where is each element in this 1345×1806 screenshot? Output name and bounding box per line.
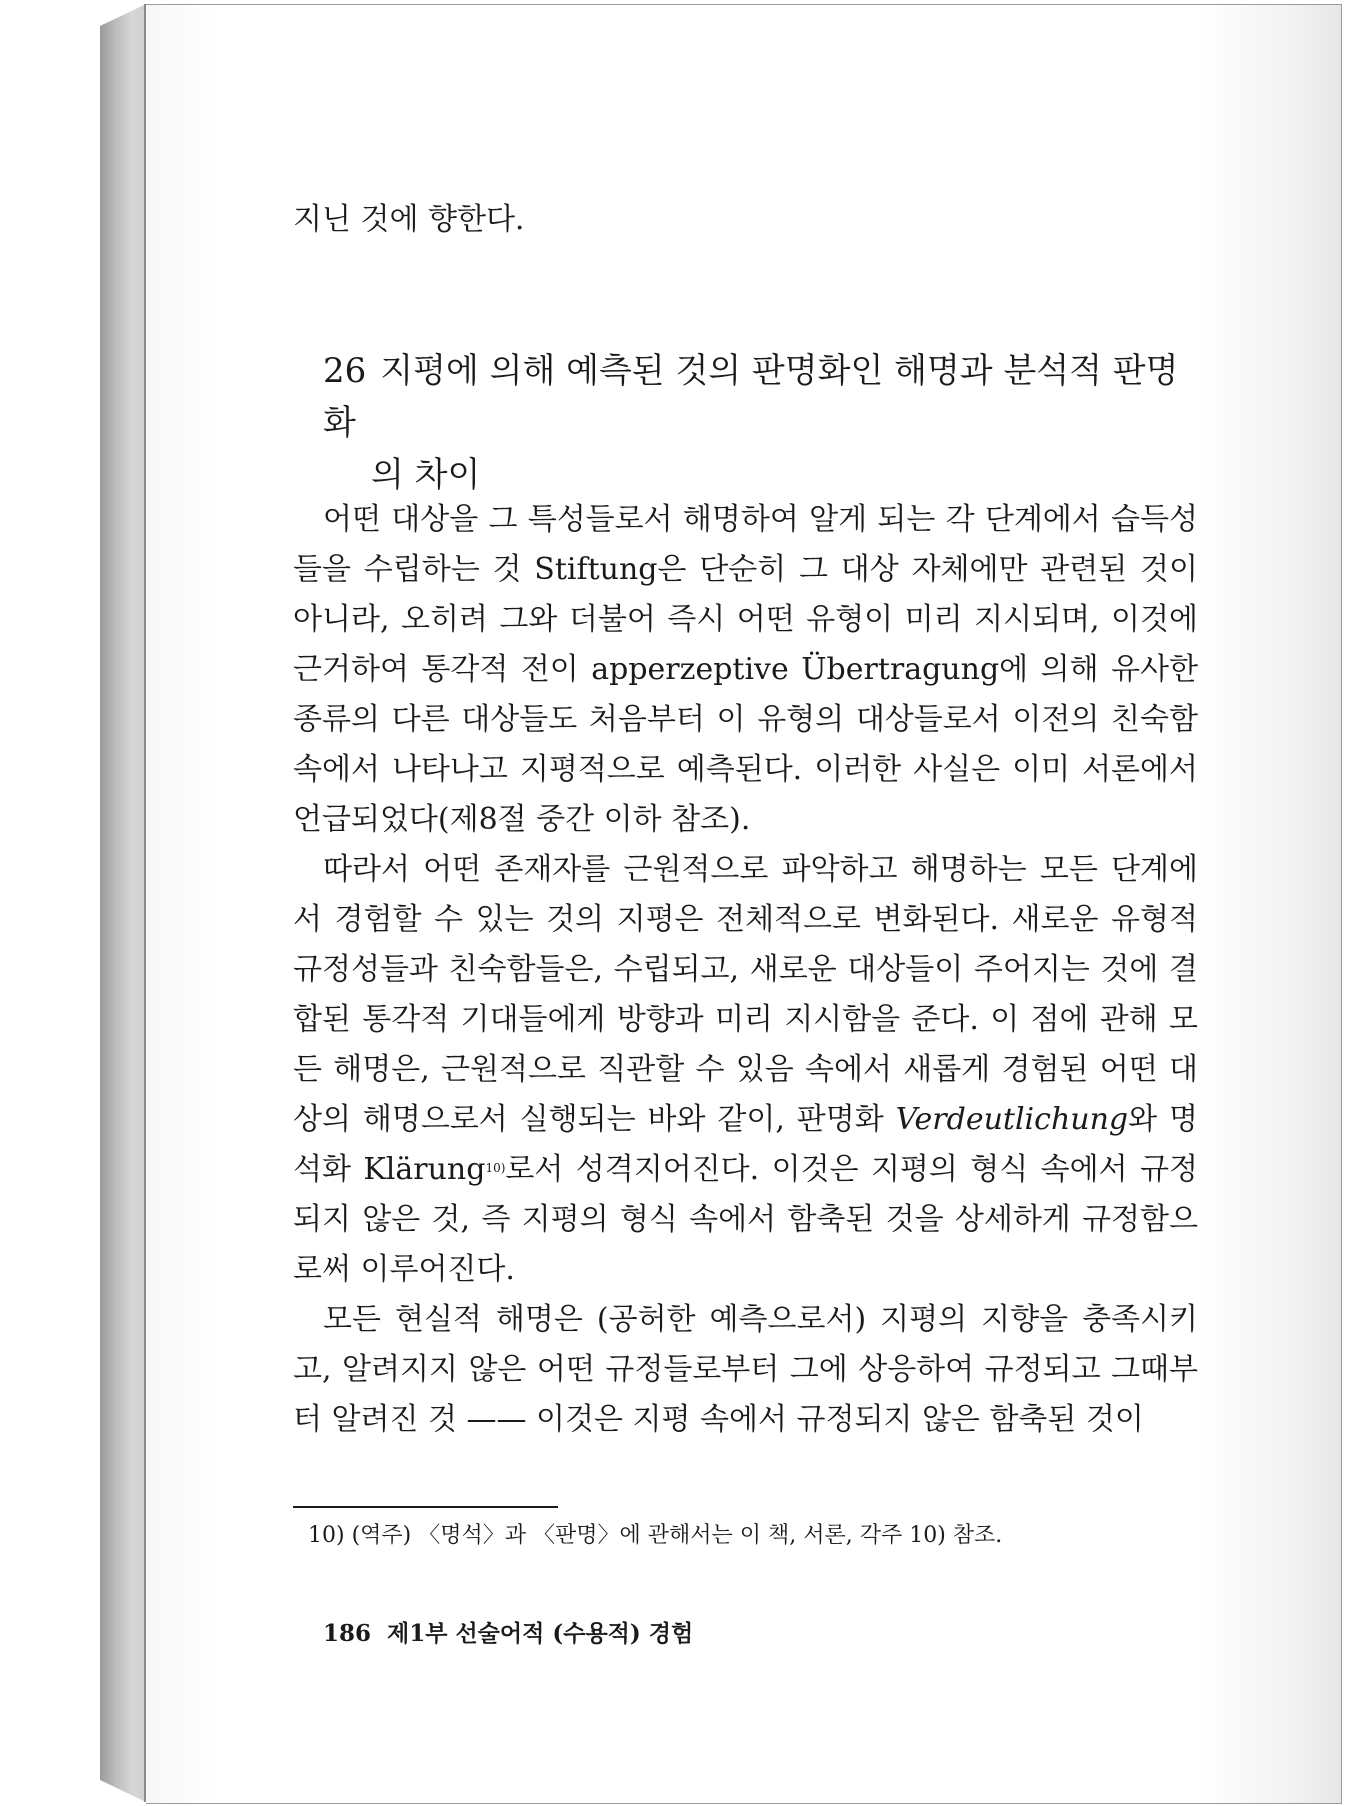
section-heading	[323, 345, 1203, 501]
running-title: 제1부 선술어적 (수용적) 경험	[387, 1620, 694, 1647]
section-title-line1: 지평에 의해 예측된 것의 판명화인 해명과 분석적 판명화	[323, 351, 1179, 443]
footnote-reference[interactable]: 10)	[485, 1161, 506, 1175]
section-number: 26	[323, 351, 367, 391]
footnote-divider	[293, 1506, 558, 1508]
book-spine	[100, 4, 146, 1802]
page-number: 186	[323, 1620, 372, 1647]
paragraph-3: 모든 현실적 해명은 (공허한 예측으로서) 지평의 지향을 충족시키고, 알려지지 않은 어떤 규정들로부터 그에 상응하여 규정되고 그때부터 알려진 것 —— 이것은 지평 속에서 규정되지 않은 함축된 것이	[293, 1302, 1198, 1437]
footnote-10: 10) (역주) 〈명석〉과 〈판명〉에 관해서는 이 책, 서론, 각주 10) 참조.	[308, 1523, 1003, 1548]
section-title-line2: 의 차이	[371, 455, 481, 495]
book-page	[146, 4, 1342, 1804]
term-verdeutlichung: Verdeutlichung	[895, 1102, 1129, 1137]
body-text	[293, 495, 1198, 1445]
page-footer	[323, 1617, 693, 1651]
paragraph-2-part1: 따라서 어떤 존재자를 근원적으로 파악하고 해명하는 모든 단계에서 경험할 수 있는 것의 지평은 전체적으로 변화된다. 새로운 유형적 규정성들과 친숙함들은, 수립되고, 새로운 대상들이 주어지는 것에 결합된 통각적 기대들에게 방향과 미리 지시함을 준다. 이 점에 관해 모든 해명은, 근원적으로 직관할 수 있음 속에서 새롭게 경험된 어떤 대상의 해명으로서 실행되는 바와 같이, 판명화	[293, 852, 1198, 1137]
paragraph-2-part3: 로서 성격지어진다. 이것은 지평의 형식 속에서 규정되지 않은 것, 즉 지평의 형식 속에서 함축된 것을 상세하게 규정함으로써 이루어진다.	[293, 1152, 1198, 1287]
paragraph-2	[293, 845, 1198, 1295]
continuation-line: 지닌 것에 향한다.	[293, 202, 525, 237]
paragraph-2-part2: 와 명석화 Klärung	[293, 1102, 1198, 1187]
paragraph-1: 어떤 대상을 그 특성들로서 해명하여 알게 되는 각 단계에서 습득성들을 수립하는 것 Stiftung은 단순히 그 대상 자체에만 관련된 것이 아니라, 오히려 그와 더불어 즉시 어떤 유형이 미리 지시되며, 이것에 근거하여 통각적 전이 apperzeptive Übertragung에 의해 유사한 종류의 다른 대상들도 처음부터 이 유형의 대상들로서 이전의 친숙함 속에서 나타나고 지평적으로 예측된다. 이러한 사실은 이미 서론에서 언급되었다(제8절 중간 이하 참조).	[293, 502, 1198, 837]
